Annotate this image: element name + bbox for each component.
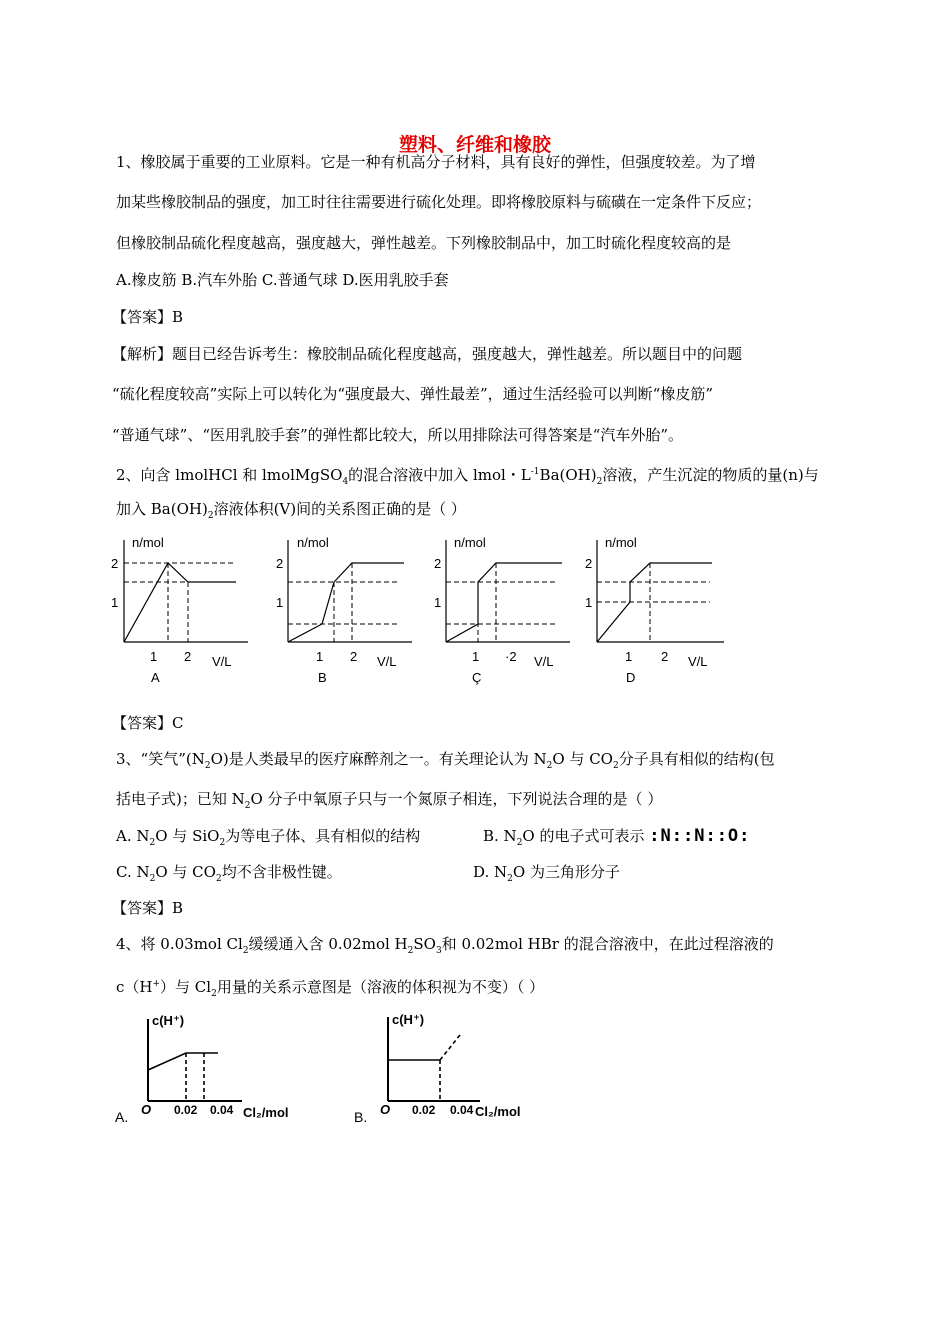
q3-text: D. N [473, 863, 508, 881]
q3-text: O 与 SiO [155, 827, 220, 845]
q4-graph-b [354, 1012, 521, 1125]
q3-text: 3、“笑气”(N [116, 750, 205, 768]
q2-sub: 4 [342, 477, 349, 487]
x-axis-label: V/L [212, 654, 232, 669]
q3-sub: 2 [507, 874, 513, 884]
q2-sub: 2 [207, 511, 214, 521]
y-axis-label: c(H⁺) [392, 1012, 425, 1027]
q4-text: 缓缓通入含 0.02mol H [248, 935, 408, 953]
q4-sub: 2 [242, 946, 249, 956]
q2-answer: 【答案】C [112, 714, 184, 732]
q4-text: 4、将 0.03mol Cl [116, 935, 243, 953]
q4-graph-a [115, 1013, 289, 1125]
x-tick-1: 1 [625, 649, 633, 664]
y-axis-label: n/mol [454, 535, 486, 550]
x-tick-1: 1 [150, 649, 158, 664]
q1-line-3: 但橡胶制品硫化程度越高，强度越大，弹性越差。下列橡胶制品中，加工时硫化程度较高的是 [116, 234, 732, 252]
graph-label-d: D [626, 670, 636, 685]
q4-sub: 2 [407, 946, 414, 956]
q3-text: O)是人类最早的医疗麻醉剂之一。有关理论认为 N [210, 750, 547, 768]
q2-graph-a [111, 535, 248, 685]
q3-text: A. N [116, 827, 150, 845]
x-tick-1: 1 [316, 649, 324, 664]
x-tick-1: 0.02 [174, 1103, 198, 1117]
q4-line-1 [116, 934, 774, 961]
q3-sub: 2 [516, 838, 523, 848]
q2-text: 的混合溶液中加入 lmol・L [348, 466, 531, 484]
q2-graphs [0, 530, 950, 690]
q3-option-c [116, 862, 342, 889]
x-tick-2: 2 [350, 649, 358, 664]
q1-answer: 【答案】B [112, 308, 184, 326]
series-line [124, 563, 236, 642]
q3-sub: 2 [546, 761, 553, 771]
q2-text: 加入 Ba(OH) [116, 500, 208, 518]
q3-text: O 与 CO [155, 863, 216, 881]
q2-sup: -1 [530, 467, 540, 477]
y-tick-2: 2 [585, 556, 593, 571]
q1-line-2: 加某些橡胶制品的强度，加工时往往需要进行硫化处理。即将橡胶原料与硫磺在一定条件下反应； [116, 193, 762, 211]
q3-sub: 2 [612, 761, 619, 771]
x-tick-2: 0.04 [450, 1103, 474, 1117]
q1-line-1: 1、橡胶属于重要的工业原料。它是一种有机高分子材料，具有良好的弹性，但强度较差。为了增 [116, 153, 756, 171]
y-tick-2: 2 [434, 556, 442, 571]
q2-graph-d [585, 535, 724, 685]
q3-sub: 2 [149, 838, 156, 848]
q3-sub: 2 [244, 801, 251, 811]
q3-text: O 与 CO [552, 750, 613, 768]
series-line-dashed [440, 1035, 460, 1060]
origin-label: O [141, 1102, 152, 1117]
q2-graph-c [434, 535, 570, 685]
y-axis-label: c(H⁺) [152, 1013, 185, 1028]
q4-sup: + [152, 979, 161, 989]
q4-sub: 2 [211, 989, 217, 999]
y-tick-1: 1 [434, 595, 442, 610]
y-tick-1: 1 [585, 595, 593, 610]
q2-graph-b [276, 535, 412, 685]
origin-label: O [380, 1102, 391, 1117]
q3-line-1 [116, 749, 775, 776]
q4-sub: 3 [435, 946, 442, 956]
y-tick-2: 2 [111, 556, 119, 571]
q4-text: c（H [116, 978, 153, 996]
q3-text: O 的电子式可表示 [522, 827, 645, 845]
q3-text: 为等电子体、具有相似的结构 [225, 827, 421, 845]
q3-option-b [483, 826, 750, 853]
x-tick-1: 0.02 [412, 1103, 436, 1117]
q3-answer: 【答案】B [112, 899, 184, 917]
q3-text: O 为三角形分子 [512, 863, 620, 881]
graph-label-a: A [151, 670, 160, 685]
electron-formula: :N::N::O: [649, 826, 751, 846]
y-tick-2: 2 [276, 556, 284, 571]
q4-text: 和 0.02mol HBr 的混合溶液中，在此过程溶液的 [441, 935, 774, 953]
q3-text: 均不含非极性键。 [221, 863, 342, 881]
q3-option-a [116, 826, 420, 853]
x-tick-2: 0.04 [210, 1103, 234, 1117]
q2-text: 溶液体积(V)间的关系图正确的是（ ） [213, 500, 466, 518]
x-tick-1: 1 [472, 649, 480, 664]
q3-text: 括电子式)；已知 N [116, 790, 245, 808]
q2-text: Ba(OH) [539, 466, 597, 484]
q4-text: SO [413, 935, 436, 953]
y-axis-label: n/mol [132, 535, 164, 550]
q3-text: 分子具有相似的结构(包 [618, 750, 775, 768]
q3-sub: 2 [215, 874, 222, 884]
x-axis-label: Cl₂/mol [475, 1104, 521, 1119]
q3-sub: 2 [149, 874, 156, 884]
q4-text: 用量的关系示意图是（溶液的体积视为不变）（ ） [216, 978, 545, 996]
q4-text: ）与 Cl [160, 978, 212, 996]
page-title: 塑料、纤维和橡胶 [398, 134, 551, 156]
q3-text: B. N [483, 827, 517, 845]
y-axis-label: n/mol [297, 535, 329, 550]
x-axis-label: Cl₂/mol [243, 1105, 289, 1120]
graph-label-c: Ç [472, 670, 482, 685]
q1-analysis-2: “硫化程度较高”实际上可以转化为“强度最大、弹性最差”，通过生活经验可以判断“橡皮筋” [112, 385, 714, 403]
y-axis-label: n/mol [605, 535, 637, 550]
graph-label-b: B [318, 670, 327, 685]
q4-line-2 [116, 974, 544, 1004]
q3-text: C. N [116, 863, 150, 881]
x-axis-label: V/L [377, 654, 397, 669]
graph-label-b: B. [354, 1109, 368, 1125]
x-tick-2: 2 [661, 649, 669, 664]
x-axis-label: V/L [688, 654, 708, 669]
x-axis-label: V/L [534, 654, 554, 669]
q2-text: 溶液，产生沉淀的物质的量(n)与 [602, 466, 819, 484]
q3-option-d [473, 862, 620, 889]
q4-graphs [0, 1005, 950, 1135]
q3-sub: 2 [219, 838, 226, 848]
q3-sub: 2 [204, 761, 211, 771]
q1-analysis-1: 【解析】题目已经告诉考生：橡胶制品硫化程度越高，强度越大，弹性越差。所以题目中的问题 [112, 345, 743, 363]
graph-label-a: A. [115, 1109, 129, 1125]
x-tick-2: 2 [184, 649, 192, 664]
y-tick-1: 1 [276, 595, 284, 610]
series-line [148, 1053, 218, 1070]
x-tick-2: ·2 [505, 649, 517, 664]
q2-line-1 [116, 462, 819, 492]
series-line [288, 563, 404, 642]
q2-sub: 2 [596, 477, 603, 487]
q1-options: A.橡皮筋 B.汽车外胎 C.普通气球 D.医用乳胶手套 [116, 271, 449, 289]
q3-text: O 分子中氧原子只与一个氮原子相连，下列说法合理的是（ ） [250, 790, 663, 808]
q3-line-2 [116, 789, 662, 816]
q1-analysis-3: “普通气球”、“医用乳胶手套”的弹性都比较大，所以用排除法可得答案是“汽车外胎”。 [112, 426, 684, 444]
q2-text: 2、向含 lmolHCl 和 lmolMgSO [116, 466, 343, 484]
q2-line-2 [116, 499, 466, 526]
y-tick-1: 1 [111, 595, 119, 610]
series-line [446, 563, 562, 642]
